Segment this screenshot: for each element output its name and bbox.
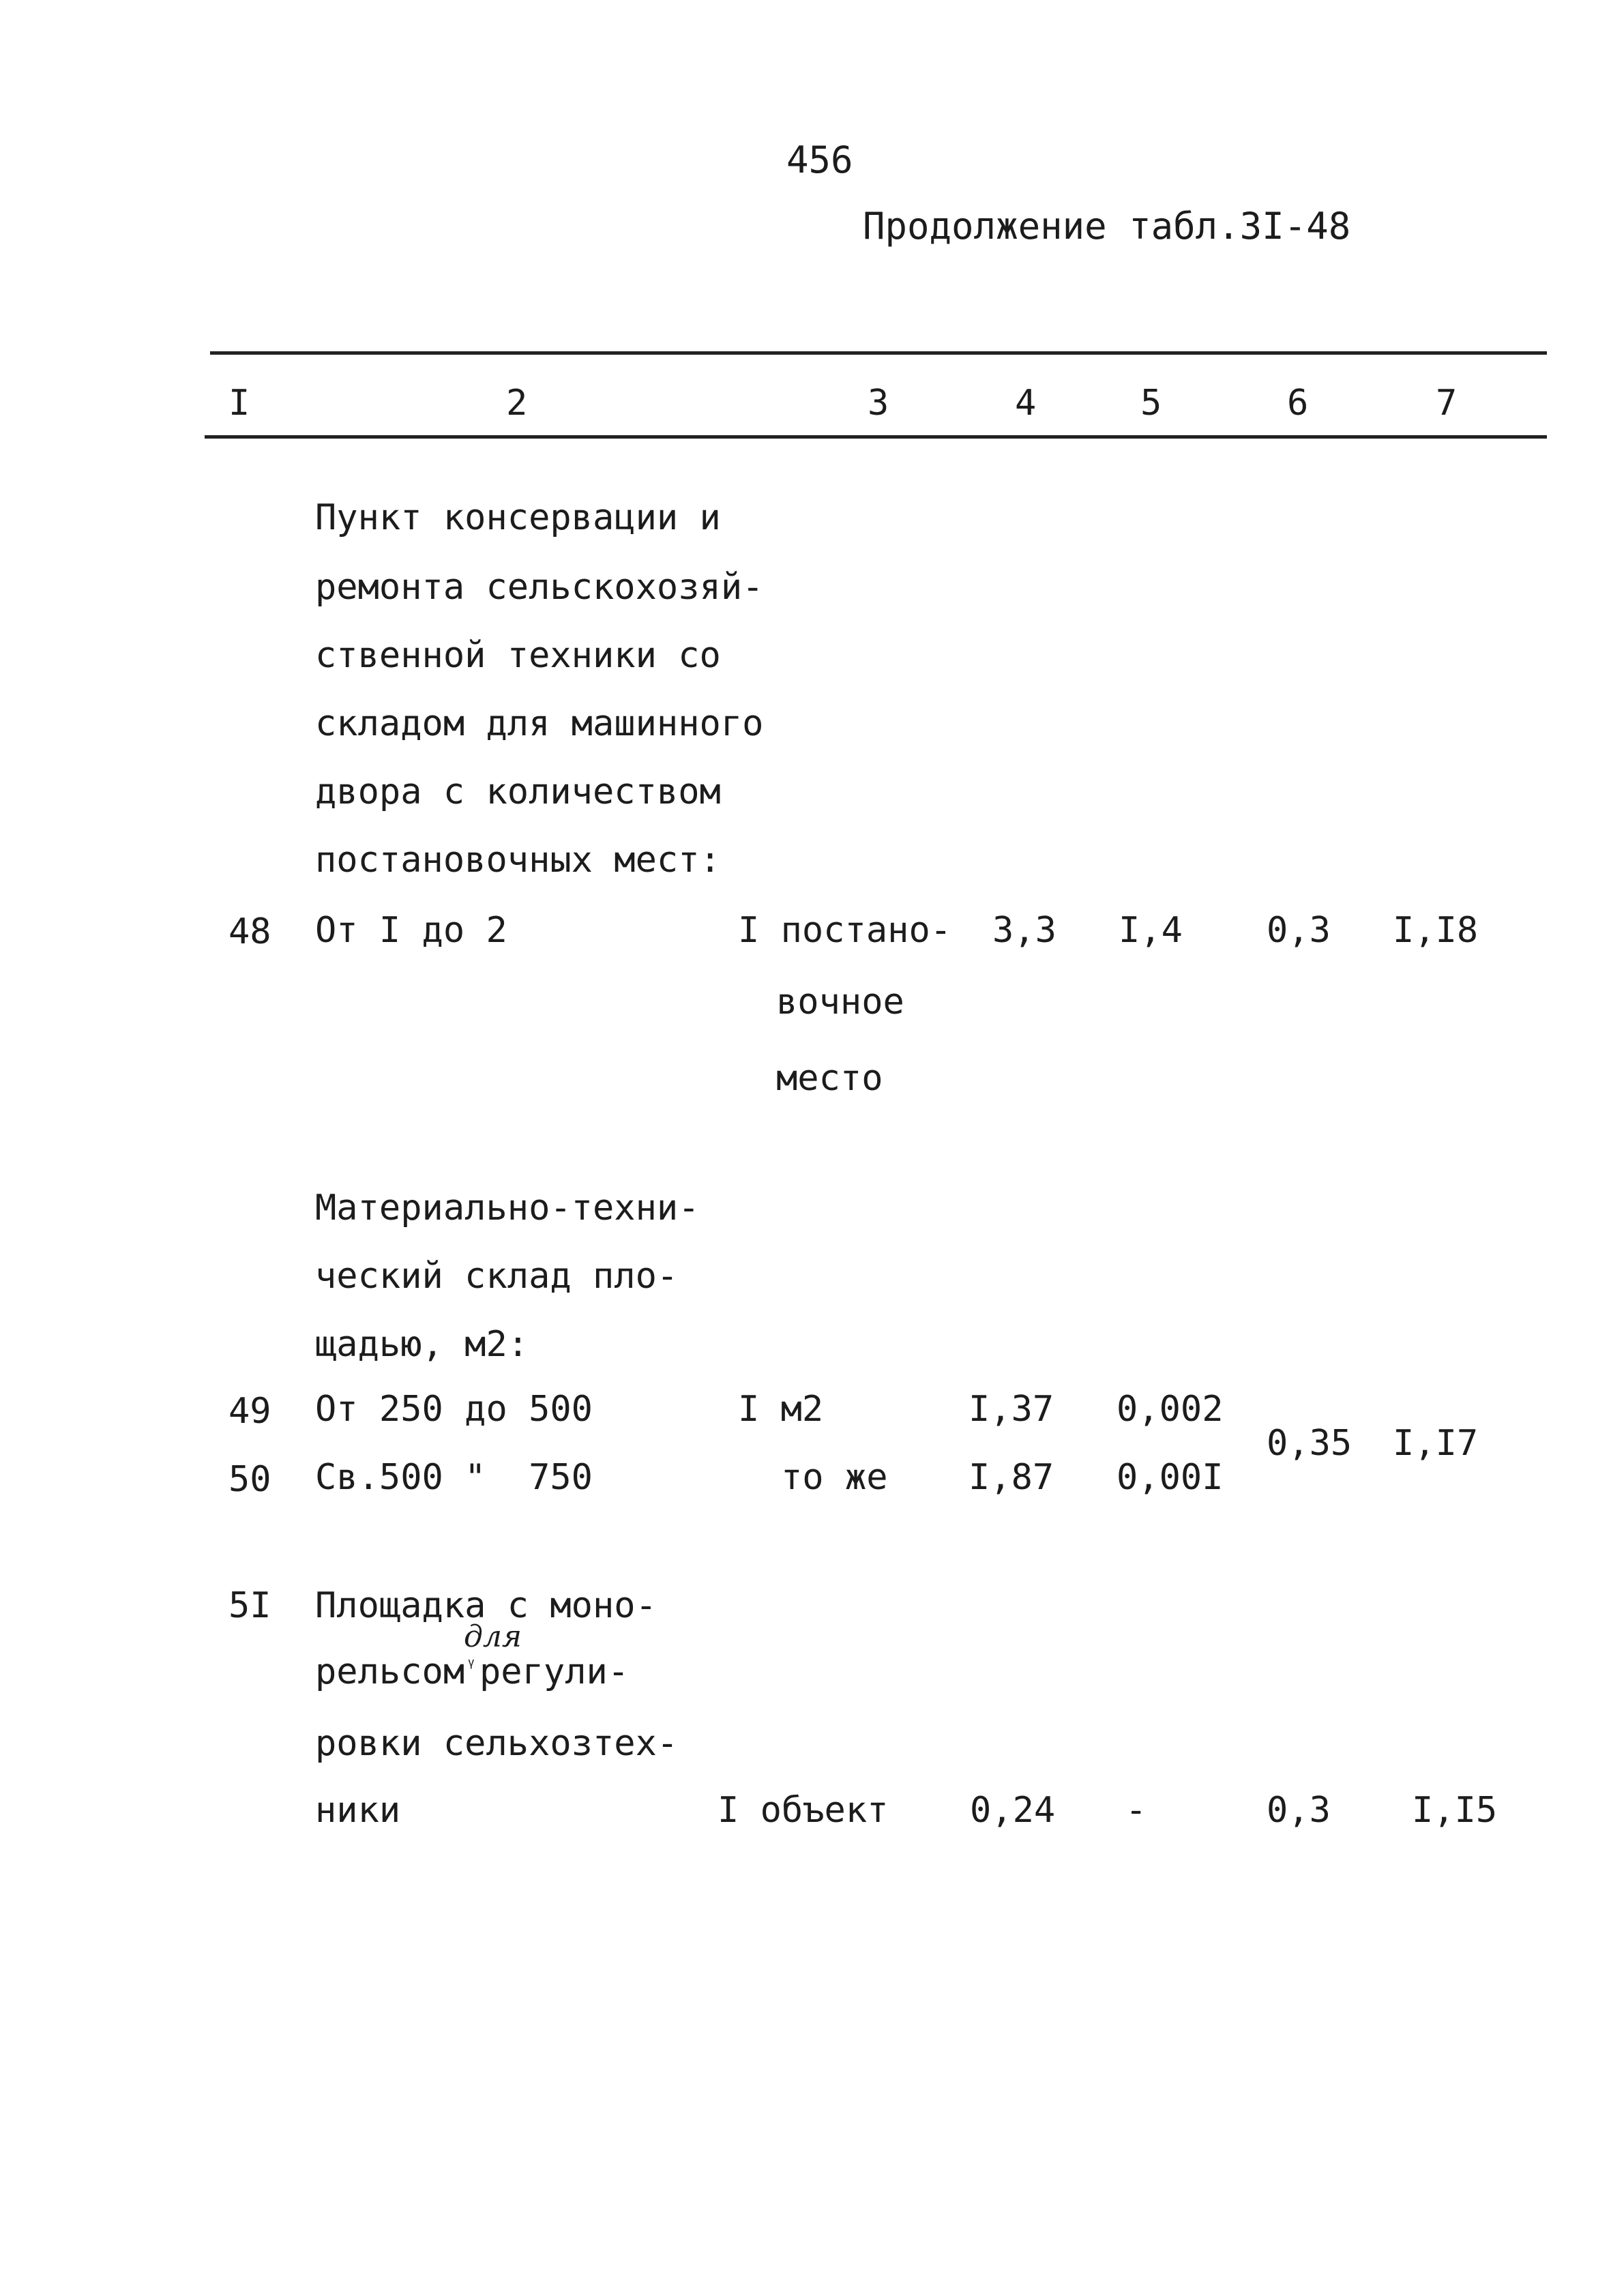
section-title-line: Пункт консервации и (315, 497, 721, 538)
table-header-rule (205, 435, 1547, 439)
row-name: От I до 2 (315, 910, 507, 951)
table-top-rule (210, 351, 1547, 355)
row-col-4: I,87 (969, 1457, 1054, 1498)
section-title-line: ственной техники со (315, 635, 721, 676)
column-header-4: 4 (1015, 383, 1037, 424)
row-name: Св.500 " 750 (315, 1457, 593, 1498)
row-col-7: I,I5 (1412, 1790, 1498, 1831)
table-caption: Продолжение табл.3I-48 (863, 205, 1351, 248)
row-unit: то же (781, 1457, 888, 1498)
section-title-line: щадью, м2: (315, 1324, 529, 1365)
row-col-6: 0,3 (1267, 1790, 1331, 1831)
row-number: 5I (228, 1585, 271, 1626)
section-title-line: складом для машинного (315, 703, 764, 744)
section-title-line: Материально-техни- (315, 1188, 700, 1228)
shared-col-7-rows-49-50: I,I7 (1393, 1423, 1479, 1464)
page-number: 456 (786, 138, 853, 181)
row-col-7: I,I8 (1393, 910, 1479, 951)
section-title-line: постановочных мест: (315, 840, 721, 881)
row-unit-line: I постано- (738, 910, 952, 951)
row-name-line: ники (315, 1790, 401, 1831)
column-header-2: 2 (506, 383, 528, 424)
column-header-3: 3 (868, 383, 889, 424)
row-unit-line: место (776, 1058, 883, 1099)
row-col-5: I,4 (1119, 910, 1183, 951)
insertion-caret: ᵞ (466, 1655, 477, 1675)
row-number: 49 (228, 1391, 271, 1432)
row-col-4: 0,24 (970, 1790, 1056, 1831)
row-col-4: 3,3 (992, 910, 1056, 951)
row-col-6: 0,3 (1267, 910, 1331, 951)
column-header-6: 6 (1287, 383, 1309, 424)
row-unit: I объект (718, 1790, 889, 1831)
row-col-5: - (1125, 1790, 1147, 1831)
shared-col-6-rows-49-50: 0,35 (1267, 1423, 1353, 1464)
row-unit: I м2 (738, 1389, 824, 1430)
row-col-5: 0,00I (1117, 1457, 1224, 1498)
section-title-line: ремонта сельскохозяй- (315, 567, 764, 608)
row-number: 48 (228, 911, 271, 952)
handwritten-insertion: для (464, 1619, 522, 1654)
section-title-line: двора с количеством (315, 771, 721, 812)
row-unit-line: вочное (776, 982, 904, 1022)
row-name-line: регули- (479, 1651, 630, 1692)
column-header-5: 5 (1140, 383, 1162, 424)
column-header-7: 7 (1436, 383, 1458, 424)
row-name-line: Площадка с моно- (315, 1585, 657, 1626)
row-name-line: рельсом (315, 1651, 465, 1692)
row-col-4: I,37 (969, 1389, 1054, 1430)
row-number: 50 (228, 1459, 271, 1500)
row-name-line: ровки сельхозтех- (315, 1723, 679, 1764)
row-col-5: 0,002 (1117, 1389, 1224, 1430)
section-title-line: ческий склад пло- (315, 1256, 679, 1297)
column-header-1: I (228, 383, 250, 424)
row-name: От 250 до 500 (315, 1389, 593, 1430)
